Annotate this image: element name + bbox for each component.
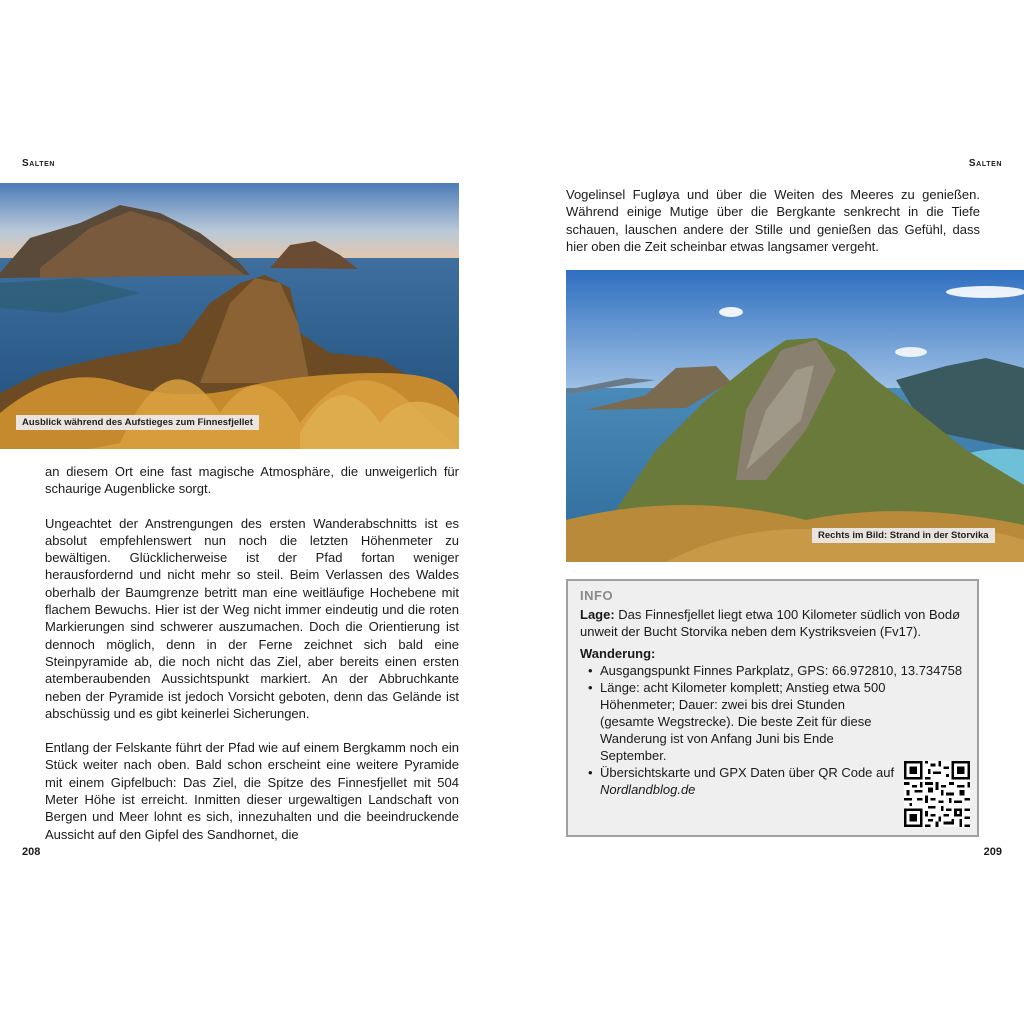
info-hike-label: Wanderung:	[580, 646, 656, 661]
paragraph: Vogelinsel Fugløya und über die Weiten des Meeres zu genießen. Während einige Mutige über die Bergkante senkrecht in die Tiefe schauen, lauschen andere der Stille und genießen das Gefühl, dass hier oben die Zeit scheinbar etwas langsamer vergeht.	[566, 187, 980, 254]
info-location-label: Lage:	[580, 607, 615, 622]
running-head-left: Salten	[22, 158, 56, 169]
paragraph: Entlang der Felskante führt der Pfad wie auf einem Bergkamm noch ein Stück weiter nach oben. Bald schon erscheint eine weitere Pyramide mit einem Gipfelbuch: Das Ziel, die Spitze des Finnesfjellet mit 504 Meter Höhe ist erreicht. Inmitten dieser urgewaltigen Landschaft von Bergen und Meer lohnt es sich, innezuhalten und die beeindruckende Aussicht auf den Gipfel des Sandhornet, die	[45, 740, 459, 842]
list-item: • Übersichtskarte und GPX Daten über QR Code auf Nordlandblog.de	[600, 764, 900, 798]
list-item: • Länge: acht Kilometer komplett; Anstieg etwa 500 Höhenmeter; Dauer: zwei bis drei Stunden (gesamte Wegstrecke). Die beste Zeit für diese Wanderung ist von Anfang Juni bis Ende September.	[600, 679, 900, 764]
running-head-right: Salten	[968, 158, 1002, 169]
photo-finnesfjellet-ascent	[0, 183, 459, 449]
info-location-text: Das Finnesfjellet liegt etwa 100 Kilometer südlich von Bodø unweit der Bucht Storvika neben dem Kystriksveien (Fv17).	[580, 607, 961, 639]
qr-code-icon[interactable]	[904, 761, 970, 827]
paragraph: an diesem Ort eine fast magische Atmosphäre, die unweigerlich für schaurige Augenblicke sorgt.	[45, 464, 459, 497]
page-number-left: 208	[22, 846, 41, 858]
info-box	[566, 579, 979, 837]
page-number-right: 209	[983, 846, 1002, 858]
nordlandblog-link[interactable]: Nordlandblog.de	[600, 782, 696, 797]
photo-caption-left: Ausblick während des Aufstieges zum Finnesfjellet	[16, 415, 259, 430]
photo-storvika	[566, 270, 1024, 562]
info-location	[580, 606, 965, 640]
paragraph: Ungeachtet der Anstrengungen des ersten Wanderabschnitts ist es absolut empfehlenswert nun noch die letzten Höhenmeter zu bewältigen. Glücklicherweise ist der Pfad fortan weniger herausfordernd und nicht mehr so steil. Beim Verlassen des Waldes oberhalb der Baumgrenze betritt man eine weitläufige Hochebene mit flachem Bewuchs. Hier ist der Weg nicht immer eindeutig und die roten Markierungen sind schwerer auszumachen. Doch die Orientierung ist dennoch möglich, denn in der Ferne zeichnet sich bald eine Steinpyramide ab, die noch nicht das Ziel, aber bereits einen ersten atemberaubenden Aussichtspunkt markiert. An der Abbruchkante neben der Pyramide ist jedoch Vorsicht geboten, denn das Gelände ist abschüssig und es gibt keinerlei Sicherungen.	[45, 515, 459, 721]
right-body-text	[566, 186, 980, 272]
list-item: • Ausgangspunkt Finnes Parkplatz, GPS: 66.972810, 13.734758	[600, 662, 965, 679]
photo-caption-right: Rechts im Bild: Strand in der Storvika	[812, 528, 995, 543]
info-title: INFO	[580, 588, 614, 603]
left-body-text	[45, 463, 459, 860]
